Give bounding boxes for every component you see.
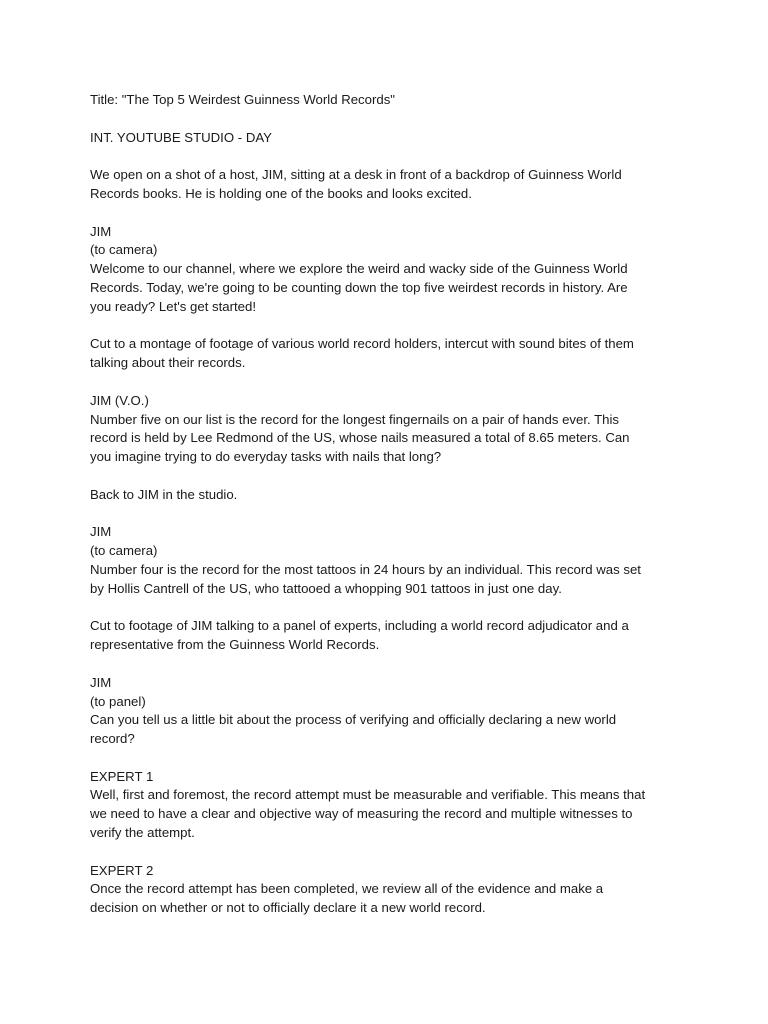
script-paragraph — [90, 166, 690, 204]
script-line: you ready? Let's get started! — [90, 298, 256, 314]
script-line: Number four is the record for the most tattoos in 24 hours by an individual. This record was set — [90, 561, 641, 577]
script-line: Back to JIM in the studio. — [90, 486, 238, 502]
script-line: (to camera) — [90, 242, 158, 258]
script-line: (to camera) — [90, 543, 158, 559]
script-body — [90, 129, 690, 918]
script-line: Welcome to our channel, where we explore the weird and wacky side of the Guinness World — [90, 261, 628, 277]
script-title: Title: "The Top 5 Weirdest Guinness World Records" — [90, 92, 395, 107]
script-line: decision on whether or not to officially declare it a new world record. — [90, 900, 486, 916]
script-line: (to panel) — [90, 693, 146, 709]
script-line: representative from the Guinness World Records. — [90, 637, 380, 653]
script-line: record? — [90, 731, 135, 747]
script-line: JIM — [90, 223, 112, 239]
title-line-block — [90, 91, 690, 110]
script-line: Records. Today, we're going to be counting down the top five weirdest records in history. Are — [90, 279, 628, 295]
script-line: Cut to footage of JIM talking to a panel of experts, including a world record adjudicator and a — [90, 618, 629, 634]
script-document — [90, 91, 690, 937]
script-line: we need to have a clear and objective way of measuring the record and multiple witnesses to — [90, 806, 633, 822]
script-paragraph — [90, 129, 690, 148]
script-line: Well, first and foremost, the record attempt must be measurable and verifiable. This means that — [90, 787, 646, 803]
script-paragraph — [90, 768, 690, 843]
script-line: JIM — [90, 674, 112, 690]
script-line: Cut to a montage of footage of various world record holders, intercut with sound bites of them — [90, 336, 634, 352]
script-line: EXPERT 2 — [90, 862, 154, 878]
script-line: talking about their records. — [90, 355, 246, 371]
script-paragraph — [90, 335, 690, 373]
script-line: record is held by Lee Redmond of the US, whose nails measured a total of 8.65 meters. Can — [90, 430, 630, 446]
script-line: by Hollis Cantrell of the US, who tattooed a whopping 901 tattoos in just one day. — [90, 580, 562, 596]
script-paragraph — [90, 674, 690, 749]
script-line: Once the record attempt has been completed, we review all of the evidence and make a — [90, 881, 604, 897]
script-paragraph — [90, 617, 690, 655]
script-line: EXPERT 1 — [90, 768, 154, 784]
script-line: JIM — [90, 524, 112, 540]
script-line: you imagine trying to do everyday tasks with nails that long? — [90, 449, 442, 465]
script-line: We open on a shot of a host, JIM, sitting at a desk in front of a backdrop of Guinness World — [90, 167, 622, 183]
script-paragraph — [90, 223, 690, 317]
script-line: INT. YOUTUBE STUDIO - DAY — [90, 129, 272, 145]
script-line: Number five on our list is the record for the longest fingernails on a pair of hands ever. This — [90, 411, 619, 427]
script-paragraph — [90, 486, 690, 505]
script-paragraph — [90, 523, 690, 598]
script-paragraph — [90, 862, 690, 918]
script-line: Records books. He is holding one of the books and looks excited. — [90, 185, 472, 201]
script-paragraph — [90, 392, 690, 467]
script-line: Can you tell us a little bit about the process of verifying and officially declaring a new world — [90, 712, 617, 728]
script-line: verify the attempt. — [90, 825, 195, 841]
script-line: JIM (V.O.) — [90, 392, 149, 408]
